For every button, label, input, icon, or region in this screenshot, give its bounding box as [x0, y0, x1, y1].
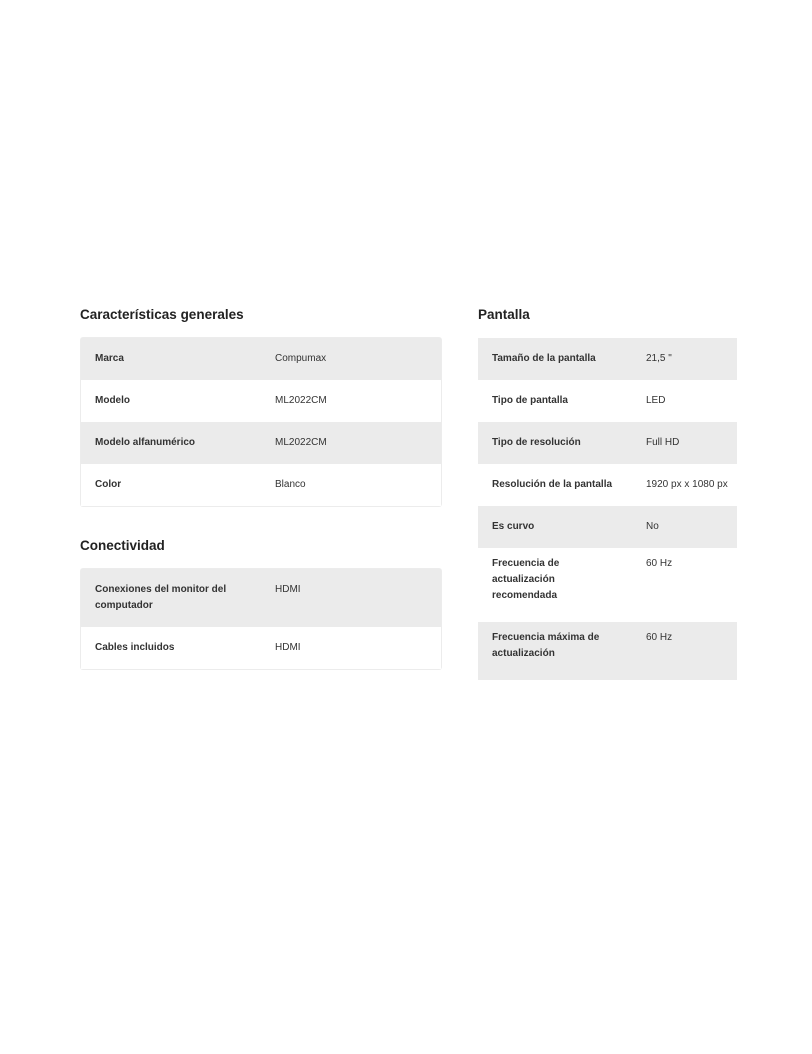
- spec-value: HDMI: [275, 584, 301, 595]
- spec-value: ML2022CM: [275, 395, 327, 406]
- spec-row-cables: [81, 627, 441, 669]
- spec-label: Cables incluidos: [95, 642, 175, 653]
- spec-row-frecuencia-recomendada: [478, 548, 737, 622]
- spec-value: 21,5 ": [646, 353, 672, 364]
- spec-row-modelo: [81, 380, 441, 422]
- spec-value: LED: [646, 395, 666, 406]
- spec-label: Tipo de pantalla: [492, 395, 568, 406]
- spec-row-es-curvo: [478, 506, 737, 548]
- spec-label: Resolución de la pantalla: [492, 479, 613, 490]
- spec-value: Blanco: [275, 479, 306, 490]
- spec-value: HDMI: [275, 642, 301, 653]
- connectivity-specs-table: [81, 569, 441, 669]
- spec-value: Compumax: [275, 353, 327, 364]
- spec-row-resolucion: [478, 464, 737, 506]
- spec-value: 1920 px x 1080 px: [646, 479, 728, 490]
- spec-value: No: [646, 521, 659, 532]
- spec-row-tipo-pantalla: [478, 380, 737, 422]
- spec-row-conexiones: [81, 569, 441, 627]
- screen-specs-table: [478, 338, 737, 680]
- spec-row-modelo-alfanumerico: [81, 422, 441, 464]
- spec-label: Color: [95, 479, 122, 490]
- spec-row-tamano: [478, 338, 737, 380]
- spec-label: Modelo: [95, 395, 130, 406]
- spec-label: Frecuencia máxima de actualización: [492, 632, 600, 659]
- spec-value: 60 Hz: [646, 558, 673, 569]
- spec-value: Full HD: [646, 437, 680, 448]
- spec-row-frecuencia-maxima: [478, 622, 737, 680]
- spec-row-color: [81, 464, 441, 506]
- spec-label: Conexiones del monitor del computador: [95, 584, 227, 611]
- spec-row-marca: [81, 338, 441, 380]
- spec-label: Modelo alfanumérico: [95, 437, 196, 448]
- spec-label: Es curvo: [492, 521, 535, 532]
- section-title-connectivity: Conectividad: [80, 538, 165, 553]
- section-title-general: Características generales: [80, 307, 244, 322]
- section-title-screen: Pantalla: [478, 307, 530, 322]
- general-specs-table: [81, 338, 441, 506]
- spec-row-tipo-resolucion: [478, 422, 737, 464]
- spec-label: Tamaño de la pantalla: [492, 353, 596, 364]
- spec-value: 60 Hz: [646, 632, 673, 643]
- spec-label: Frecuencia de actualización recomendada: [492, 558, 560, 601]
- spec-value: ML2022CM: [275, 437, 327, 448]
- spec-label: Tipo de resolución: [492, 437, 581, 448]
- spec-label: Marca: [95, 353, 124, 364]
